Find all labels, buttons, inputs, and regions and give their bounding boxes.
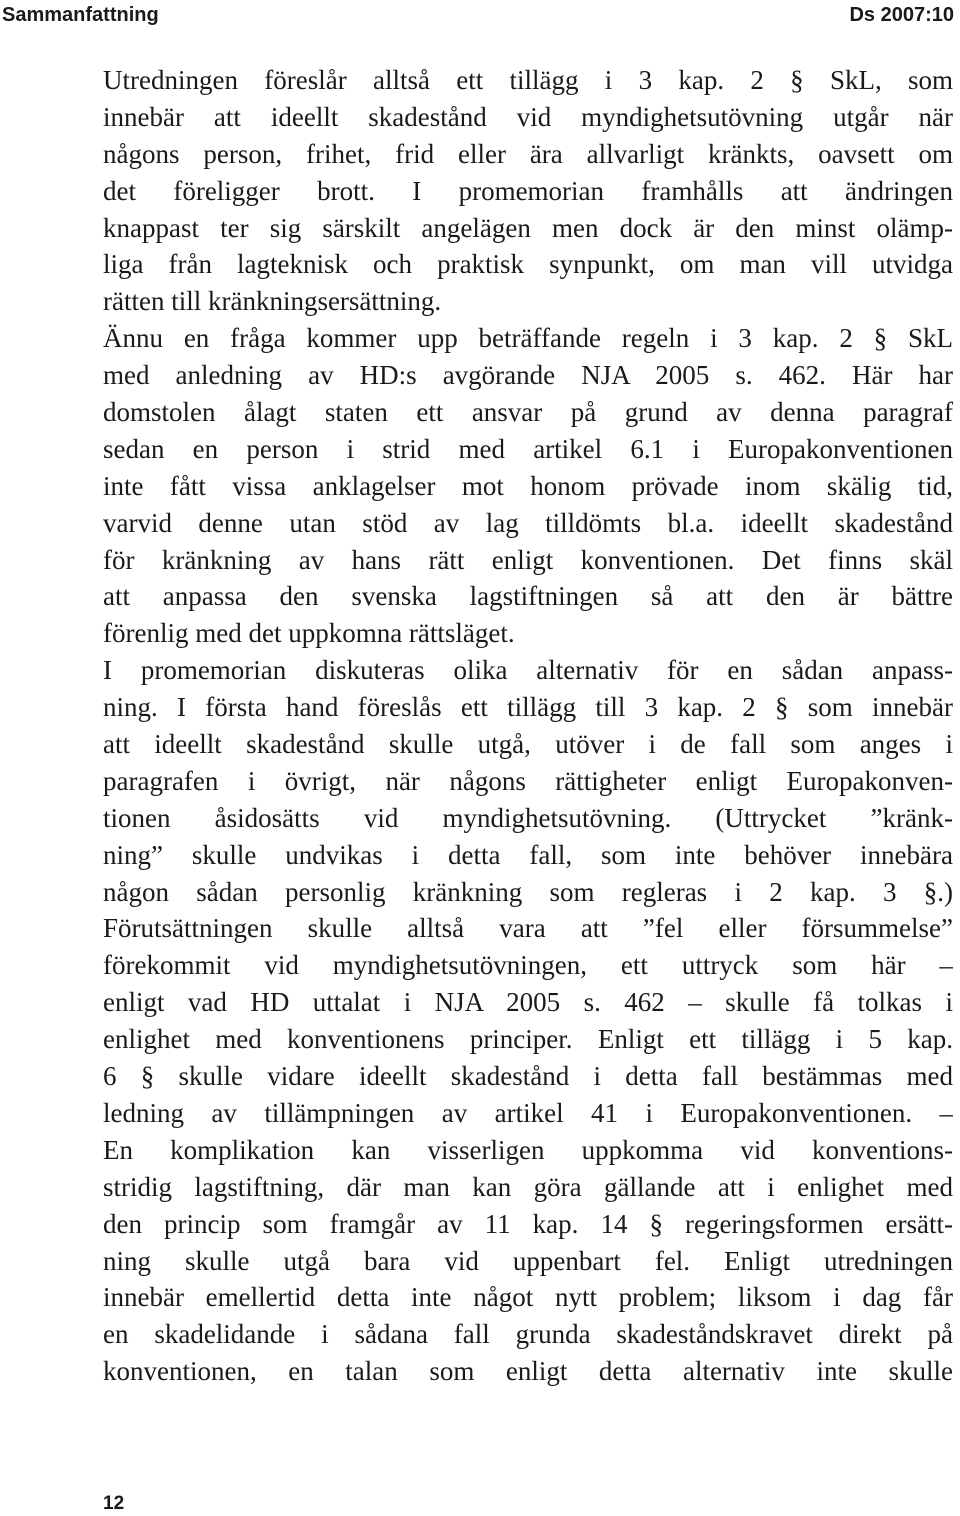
text-line: förenlig med det uppkomna rättsläget. bbox=[103, 618, 515, 649]
text-line: innebär att ideellt skadestånd vid myndighetsutövning utgår när bbox=[103, 101, 953, 132]
section-title: Sammanfattning bbox=[2, 4, 159, 26]
text-line: liga från lagteknisk och praktisk synpunkt, om man vill utvidga bbox=[103, 249, 953, 280]
text-line: för kränkning av hans rätt enligt konventionen. Det finns skäl bbox=[103, 544, 953, 575]
text-line: ning skulle utgå bara vid uppenbart fel. Enligt utredningen bbox=[103, 1245, 953, 1276]
text-line: sedan en person i strid med artikel 6.1 i Europakonventionen bbox=[103, 433, 953, 464]
text-line: innebär emellertid detta inte något nytt problem; liksom i dag får bbox=[103, 1282, 953, 1313]
text-line: att anpassa den svenska lagstiftningen så att den är bättre bbox=[103, 581, 953, 612]
text-line: Förutsättningen skulle alltså vara att ”fel eller försummelse” bbox=[103, 913, 953, 944]
text-line: Ännu en fråga kommer upp beträffande regeln i 3 kap. 2 § SkL bbox=[103, 323, 953, 354]
page-number: 12 bbox=[103, 1493, 125, 1514]
text-line: knappast ter sig särskilt angelägen men dock är den minst olämp- bbox=[103, 212, 953, 243]
text-line: inte fått vissa anklagelser mot honom prövade inom skälig tid, bbox=[103, 470, 953, 501]
text-line: En komplikation kan visserligen uppkomma vid konventions- bbox=[103, 1134, 953, 1165]
document-id: Ds 2007:10 bbox=[849, 4, 954, 26]
text-line: förekommit vid myndighetsutövningen, ett uttryck som här – bbox=[103, 950, 953, 981]
text-line: den princip som framgår av 11 kap. 14 § regeringsformen ersätt- bbox=[103, 1208, 953, 1239]
text-line: tionen åsidosätts vid myndighetsutövning. (Uttrycket ”kränk- bbox=[103, 802, 953, 833]
text-line: enlighet med konventionens principer. Enligt ett tillägg i 5 kap. bbox=[103, 1024, 953, 1055]
text-line: Utredningen föreslår alltså ett tillägg i 3 kap. 2 § SkL, som bbox=[103, 65, 953, 95]
text-line: 6 § skulle vidare ideellt skadestånd i detta fall bestämmas med bbox=[103, 1061, 953, 1092]
text-line: stridig lagstiftning, där man kan göra gällande att i enlighet med bbox=[103, 1171, 953, 1202]
text-line: någons person, frihet, frid eller ära allvarligt kränkts, oavsett om bbox=[103, 138, 953, 169]
text-line: enligt vad HD uttalat i NJA 2005 s. 462 – skulle få tolkas i bbox=[103, 987, 953, 1018]
text-line: varvid denne utan stöd av lag tilldömts bl.a. ideellt skadestånd bbox=[103, 507, 953, 538]
text-line: domstolen ålagt staten ett ansvar på grund av denna paragraf bbox=[103, 397, 953, 428]
text-line: ledning av tillämpningen av artikel 41 i Europakonventionen. – bbox=[103, 1097, 953, 1128]
text-line: det föreligger brott. I promemorian framhålls att ändringen bbox=[103, 175, 953, 206]
text-line: en skadelidande i sådana fall grunda skadeståndskravet direkt på bbox=[103, 1319, 953, 1350]
text-line: rätten till kränkningsersättning. bbox=[103, 286, 442, 317]
text-line: paragrafen i övrigt, när någons rättigheter enligt Europakonven- bbox=[103, 765, 953, 796]
text-line: någon sådan personlig kränkning som regleras i 2 kap. 3 §.) bbox=[103, 876, 953, 907]
body-text bbox=[103, 62, 953, 1390]
text-line: I promemorian diskuteras olika alternativ för en sådan anpass- bbox=[103, 655, 953, 686]
text-line: att ideellt skadestånd skulle utgå, utöver i de fall som anges i bbox=[103, 729, 953, 760]
text-line: med anledning av HD:s avgörande NJA 2005 s. 462. Här har bbox=[103, 360, 953, 391]
text-line: ning. I första hand föreslås ett tillägg till 3 kap. 2 § som innebär bbox=[103, 692, 953, 723]
text-line: konventionen, en talan som enligt detta alternativ inte skulle bbox=[103, 1356, 953, 1387]
text-line: ning” skulle undvikas i detta fall, som inte behöver innebära bbox=[103, 839, 953, 870]
running-header bbox=[0, 0, 960, 30]
